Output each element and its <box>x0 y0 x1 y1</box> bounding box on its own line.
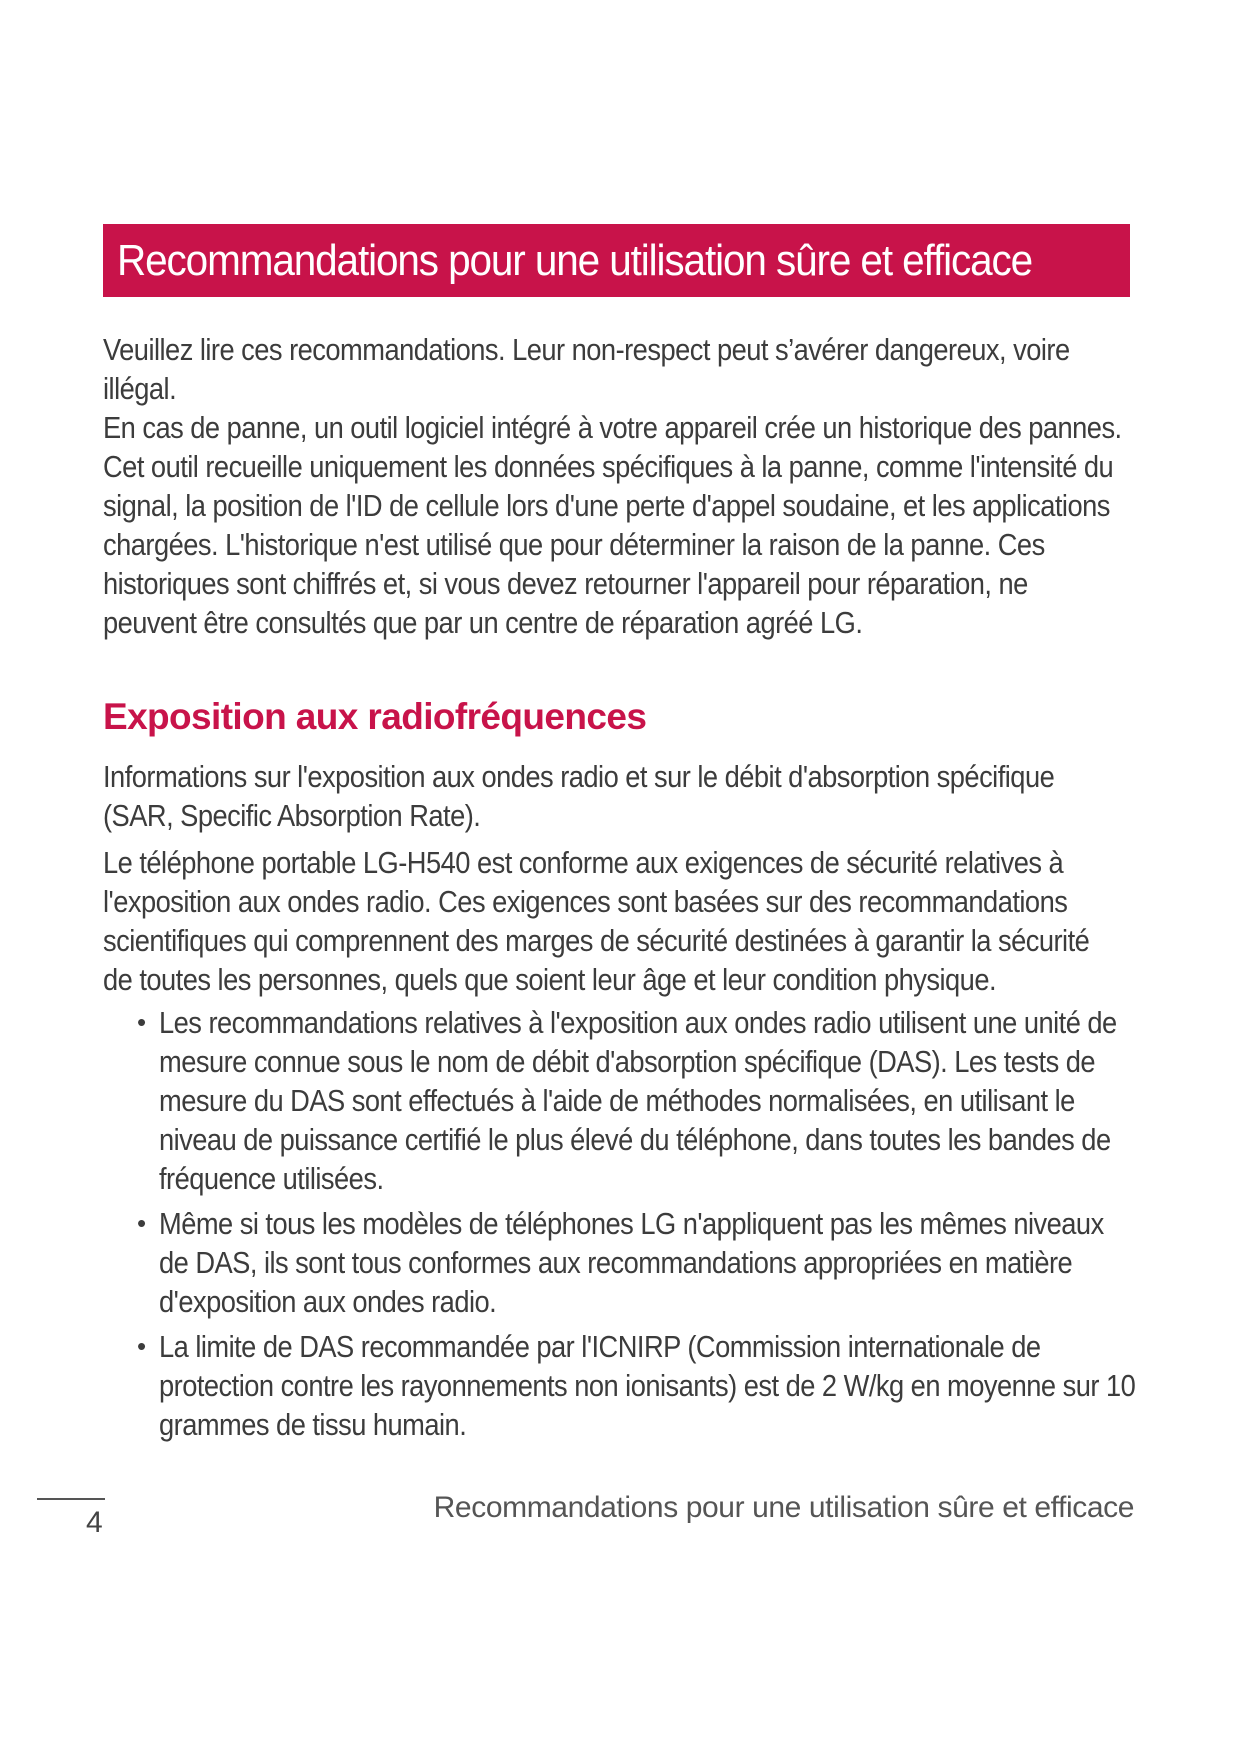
title-banner <box>103 224 1130 297</box>
bullet-text: Les recommandations relatives à l'exposition aux ondes radio utilisent une unité de mesure connue sous le nom de débit d'absorption spécifique (DAS). Les tests de mesure du DAS sont effectués à l'aide de méthodes normalisées, en utilisant le niveau de puissance certifié le plus élevé du téléphone, dans toutes les bandes de fréquence utilisées. <box>159 1005 1117 1196</box>
page-number: 4 <box>86 1506 103 1539</box>
bullet-icon: • <box>137 1331 146 1361</box>
section-heading-rf: Exposition aux radiofréquences <box>103 696 647 737</box>
bullet-text: Même si tous les modèles de téléphones LG n'appliquent pas les mêmes niveaux de DAS, ils sont tous conformes aux recommandations appropriées en matière d'exposition aux ondes radio. <box>159 1206 1104 1319</box>
footer-title: Recommandations pour une utilisation sûre et efficace <box>433 1491 1134 1524</box>
footer-divider <box>37 1498 105 1500</box>
bullet-icon: • <box>137 1208 146 1238</box>
rf-paragraph-2: Le téléphone portable LG-H540 est conforme aux exigences de sécurité relatives à l'exposition aux ondes radio. Ces exigences sont basées sur des recommandations scientifiques qui comprennent des marges de sécurité destinées à garantir la sécurité de toutes les personnes, quels que soient leur âge et leur condition physique. <box>103 845 1090 997</box>
intro-paragraph-2: En cas de panne, un outil logiciel intégré à votre appareil crée un historique des pannes. Cet outil recueille uniquement les données spécifiques à la panne, comme l'intensité du signal, la position de l'ID de cellule lors d'une perte d'appel soudaine, et les applications chargées. L'historique n'est utilisé que pour déterminer la raison de la panne. Ces historiques sont chiffrés et, si vous devez retourner l'appareil pour réparation, ne peuvent être consultés que par un centre de réparation agréé LG. <box>103 410 1122 640</box>
list-item <box>137 1327 1137 1444</box>
intro-section <box>103 330 1133 642</box>
intro-paragraph-1: Veuillez lire ces recommandations. Leur non-respect peut s’avérer dangereux, voire illégal. <box>103 332 1070 406</box>
list-item <box>137 1003 1137 1198</box>
page-title: Recommandations pour une utilisation sûre et efficace <box>117 235 1033 285</box>
rf-paragraph-1: Informations sur l'exposition aux ondes radio et sur le débit d'absorption spécifique (SAR, Specific Absorption Rate). <box>103 759 1055 833</box>
bullet-icon: • <box>137 1007 146 1037</box>
list-item <box>137 1204 1137 1321</box>
rf-section-body <box>103 757 1133 999</box>
rf-bullet-list <box>137 1003 1137 1450</box>
bullet-text: La limite de DAS recommandée par l'ICNIRP (Commission internationale de protection contre les rayonnements non ionisants) est de 2 W/kg en moyenne sur 10 grammes de tissu humain. <box>159 1329 1136 1442</box>
